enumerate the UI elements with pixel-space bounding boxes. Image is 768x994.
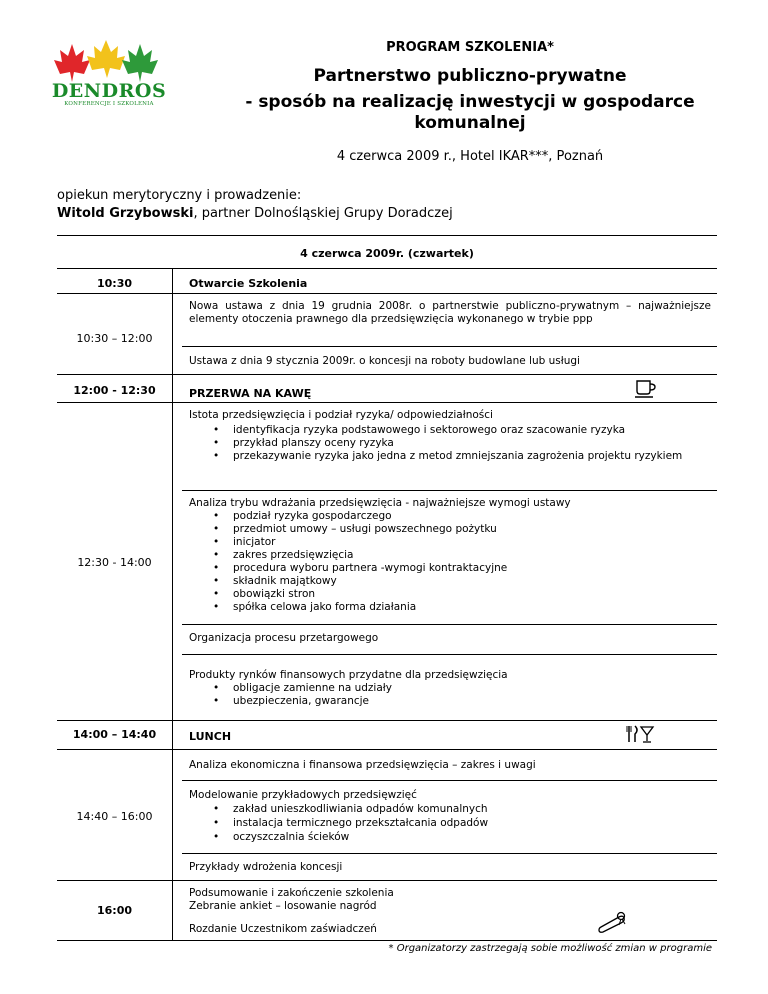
econ-item: Analiza ekonomiczna i finansowa przedsięwzięcia – zakres i uwagi: [189, 759, 536, 771]
risk-list: [233, 424, 709, 463]
day-header: 4 czerwca 2009r. (czwartek): [300, 247, 474, 260]
analysis-title: Analiza trybu wdrażania przedsięwzięcia - najważniejsze wymogi ustawy: [189, 497, 571, 509]
time-1600: 16:00: [96, 904, 132, 917]
time-1400-1440: 14:00 – 14:40: [72, 728, 157, 741]
list-item: • obowiązki stron: [233, 588, 709, 601]
list-item: • zakres przedsięwzięcia: [233, 549, 709, 562]
divider: [57, 720, 717, 721]
finance-list: [233, 682, 709, 708]
title-line-2: - sposób na realizację inwestycji w gospodarce komunalnej: [245, 92, 695, 133]
list-item: • przykład planszy oceny ryzyka: [233, 437, 709, 450]
model-title: Modelowanie przykładowych przedsięwzięć: [189, 789, 417, 801]
tender-item: Organizacja procesu przetargowego: [189, 632, 379, 644]
divider: [182, 624, 717, 625]
divider: [182, 490, 717, 491]
model-block: [189, 788, 709, 844]
column-divider: [172, 268, 173, 940]
divider: [182, 346, 717, 347]
list-item: • ubezpieczenia, gwarancje: [233, 695, 709, 708]
concession-examples: Przykłady wdrożenia koncesji: [189, 861, 343, 873]
model-list: [233, 802, 709, 844]
analysis-block: [189, 497, 709, 614]
law-ppp-item: Nowa ustawa z dnia 19 grudnia 2008r. o partnerstwie publiczno-prywatnym – najważniejsze elementy otoczenia prawnego dla przedsięwzięcia wykonanego w trybie ppp: [189, 300, 711, 325]
finance-block: [189, 669, 709, 708]
risk-title: Istota przedsięwzięcia i podział ryzyka/ odpowiedziałności: [189, 409, 493, 421]
summary-line-1: Podsumowanie i zakończenie szkolenia: [189, 887, 394, 899]
divider: [57, 374, 717, 375]
supervisor-block: [57, 187, 453, 223]
summary-block: [189, 887, 394, 913]
supervisor-intro: opiekun merytoryczny i prowadzenie:: [57, 188, 302, 203]
time-1230-1400: 12:30 - 14:00: [77, 556, 152, 569]
diploma-icon: [597, 911, 629, 933]
supervisor-role: , partner Dolnośląskiej Grupy Doradczej: [193, 206, 453, 221]
date-place: 4 czerwca 2009 r., Hotel IKAR***, Poznań: [336, 149, 604, 164]
list-item: • składnik majątkowy: [233, 575, 709, 588]
divider: [182, 853, 717, 854]
list-item: • przekazywanie ryzyka jako jedna z metod zmniejszania zagrożenia projektu ryzykiem: [233, 450, 709, 463]
list-item: • oczyszczalnia ścieków: [233, 830, 709, 844]
footnote: * Organizatorzy zastrzegają sobie możliwość zmian w programie: [388, 943, 712, 954]
list-item: • procedura wyboru partnera -wymogi kontraktacyjne: [233, 562, 709, 575]
coffee-cup-icon: [634, 377, 658, 399]
title-line-1: Partnerstwo publiczno-prywatne: [313, 66, 627, 86]
list-item: • podział ryzyka gospodarczego: [233, 510, 709, 523]
divider: [57, 880, 717, 881]
supervisor-name: Witold Grzybowski: [57, 206, 194, 221]
risk-block: [189, 409, 709, 463]
certificates-item: Rozdanie Uczestnikom zaświadczeń: [189, 923, 377, 935]
list-item: • identyfikacja ryzyka podstawowego i sektorowego oraz szacowanie ryzyka: [233, 424, 709, 437]
list-item: • instalacja termicznego przekształcania odpadów: [233, 816, 709, 830]
summary-line-2: Zebranie ankiet – losowanie nagród: [189, 900, 377, 912]
divider: [182, 654, 717, 655]
divider: [57, 749, 717, 750]
law-concession-item: Ustawa z dnia 9 stycznia 2009r. o koncesji na roboty budowlane lub usługi: [189, 355, 580, 367]
coffee-break: PRZERWA NA KAWĘ: [189, 387, 312, 400]
analysis-list: [233, 510, 709, 614]
time-1030: 10:30: [96, 277, 132, 290]
opening-item: Otwarcie Szkolenia: [189, 277, 308, 290]
program-label: PROGRAM SZKOLENIA*: [386, 40, 554, 55]
divider: [57, 402, 717, 403]
logo-brand: DENDROS: [51, 80, 167, 102]
divider: [57, 940, 717, 941]
time-1200-1230: 12:00 - 12:30: [73, 384, 156, 397]
divider: [182, 780, 717, 781]
list-item: • spółka celowa jako forma działania: [233, 601, 709, 614]
logo-subtitle: KONFERENCJE I SZKOLENIA: [64, 101, 154, 107]
list-item: • zakład unieszkodliwiania odpadów komunalnych: [233, 802, 709, 816]
divider: [57, 268, 717, 269]
cutlery-glass-icon: [626, 724, 656, 744]
supervisor-line: [57, 205, 453, 223]
list-item: • inicjator: [233, 536, 709, 549]
list-item: • obligacje zamienne na udziały: [233, 682, 709, 695]
time-1030-1200: 10:30 – 12:00: [76, 332, 153, 345]
divider: [57, 235, 717, 236]
list-item: • przedmiot umowy – usługi powszechnego pożytku: [233, 523, 709, 536]
time-1440-1600: 14:40 – 16:00: [76, 810, 153, 823]
divider: [57, 293, 717, 294]
finance-title: Produkty rynków finansowych przydatne dla przedsięwzięcia: [189, 669, 508, 681]
lunch-break: LUNCH: [189, 730, 232, 743]
